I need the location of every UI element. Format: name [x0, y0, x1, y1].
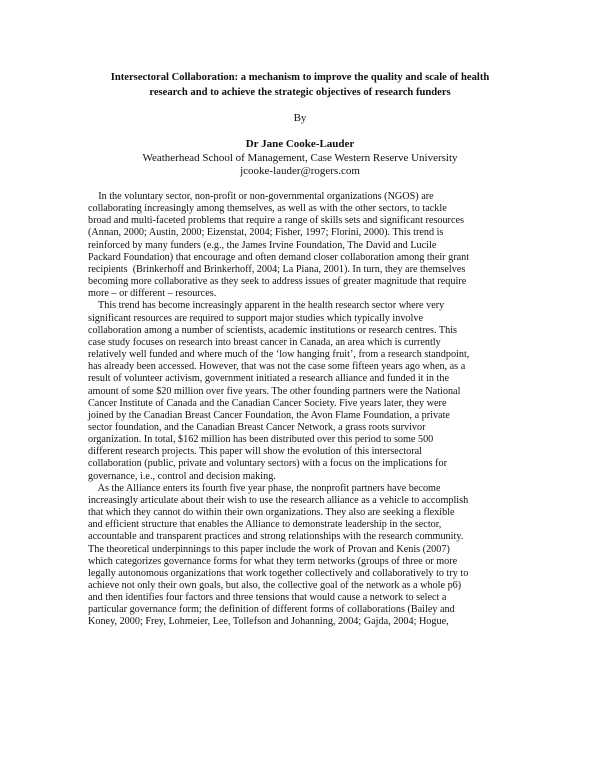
body-line: The theoretical underpinnings to this paper include the work of Provan and Kenis (2007): [88, 543, 450, 555]
body-line: amount of some $20 million over five years. The other founding partners were the National: [88, 385, 461, 397]
body-line: more – or different – resources.: [88, 288, 217, 300]
body-line: This trend has become increasingly apparent in the health research sector where very: [88, 300, 445, 312]
body-line: reinforced by many funders (e.g., the James Irvine Foundation, The David and Lucile: [88, 239, 437, 251]
body-line: which categorizes governance forms for what they term networks (groups of three or more: [88, 555, 458, 567]
body-line: sector foundation, and the Canadian Breast Cancer Network, a grass roots survivor: [88, 421, 426, 433]
body-line: particular governance form; the definition of different forms of collaborations (Bailey and: [88, 604, 455, 616]
body-line: case study focuses on research into breast cancer in Canada, an area which is currently: [88, 336, 441, 348]
body-line: organization. In total, $162 million has been distributed over this period to some 500: [88, 434, 434, 446]
body-line: relatively well funded and where much of the ‘low hanging fruit’, from a research standpoint,: [88, 349, 470, 361]
body-line: governance, i.e., control and decision making.: [88, 470, 276, 482]
body-line: broad and multi-faceted problems that require a range of skills sets and significant resources: [88, 215, 464, 227]
title-line: research and to achieve the strategic objectives of research funders: [149, 87, 451, 98]
body-line: As the Alliance enters its fourth five year phase, the nonprofit partners have become: [88, 482, 441, 494]
body-line: achieve not only their own goals, but also, the collective goal of the network as a whole p6): [88, 580, 462, 591]
body-line: recipients (Brinkerhoff and Brinkerhoff, 2004; La Piana, 2001). In turn, they are themselves: [88, 263, 466, 275]
body-text: [88, 191, 513, 629]
body-line: accountable and transparent practices and strong relationships with the research community.: [88, 531, 464, 543]
body-line: has already been accessed. However, that was not the case some fifteen years ago when, as a: [88, 361, 466, 373]
body-line: collaboration among a number of scientists, academic institutions or research centres. This: [88, 324, 457, 336]
body-line: result of volunteer activism, government initiated a research alliance and funded it in the: [88, 373, 449, 385]
author-email: jcooke-lauder@rogers.com: [240, 165, 360, 177]
body-line: collaborating increasingly among themselves, as well as with the other sectors, to tackle: [88, 203, 447, 215]
body-line: (Annan, 2000; Austin, 2000; Eizenstat, 2004; Fisher, 1997; Florini, 2000). This trend is: [88, 227, 444, 239]
author-block: [60, 138, 540, 179]
title-line: Intersectoral Collaboration: a mechanism to improve the quality and scale of health: [110, 72, 490, 83]
author-name: Dr Jane Cooke-Lauder: [245, 138, 355, 150]
body-line: and then identifies four factors and three tensions that would cause a network to select a: [88, 592, 447, 604]
body-line: becoming more collaborative as they seek to address issues of greater magnitude that require: [88, 276, 467, 288]
body-line: legally autonomous organizations that work together collectively and collaboratively to try to: [88, 567, 469, 579]
body-line: and efficient structure that enables the Alliance to demonstrate leadership in the sector,: [88, 519, 442, 531]
body-line: Cancer Institute of Canada and the Canadian Cancer Society. Five years later, they were: [88, 397, 447, 409]
body-line: joined by the Canadian Breast Cancer Foundation, the Avon Flame Foundation, a private: [88, 409, 450, 421]
author-affiliation: Weatherhead School of Management, Case Western Reserve University: [142, 151, 458, 164]
body-line: Packard Foundation) that encourage and often demand closer collaboration among their grant: [88, 251, 470, 263]
body-line: increasingly articulate about their wish to use the research alliance as a vehicle to accomplish: [88, 494, 469, 506]
by-line: By: [293, 112, 307, 124]
body-line: significant resources are required to support major studies which typically involve: [88, 312, 423, 324]
body-line: collaboration (public, private and voluntary sectors) with a focus on the implications for: [88, 458, 448, 470]
body-line: In the voluntary sector, non-profit or non-governmental organizations (NGOS) are: [88, 191, 434, 202]
body-line: different research projects. This paper will show the evolution of this intersectoral: [88, 446, 423, 458]
body-line: Koney, 2000; Frey, Lohmeier, Lee, Tollefson and Johanning, 2004; Gajda, 2004; Hogue,: [88, 616, 449, 628]
body-line: that which they cannot do within their own organizations. They also are seeking a flexible: [88, 507, 455, 519]
paper-title: [60, 70, 540, 100]
